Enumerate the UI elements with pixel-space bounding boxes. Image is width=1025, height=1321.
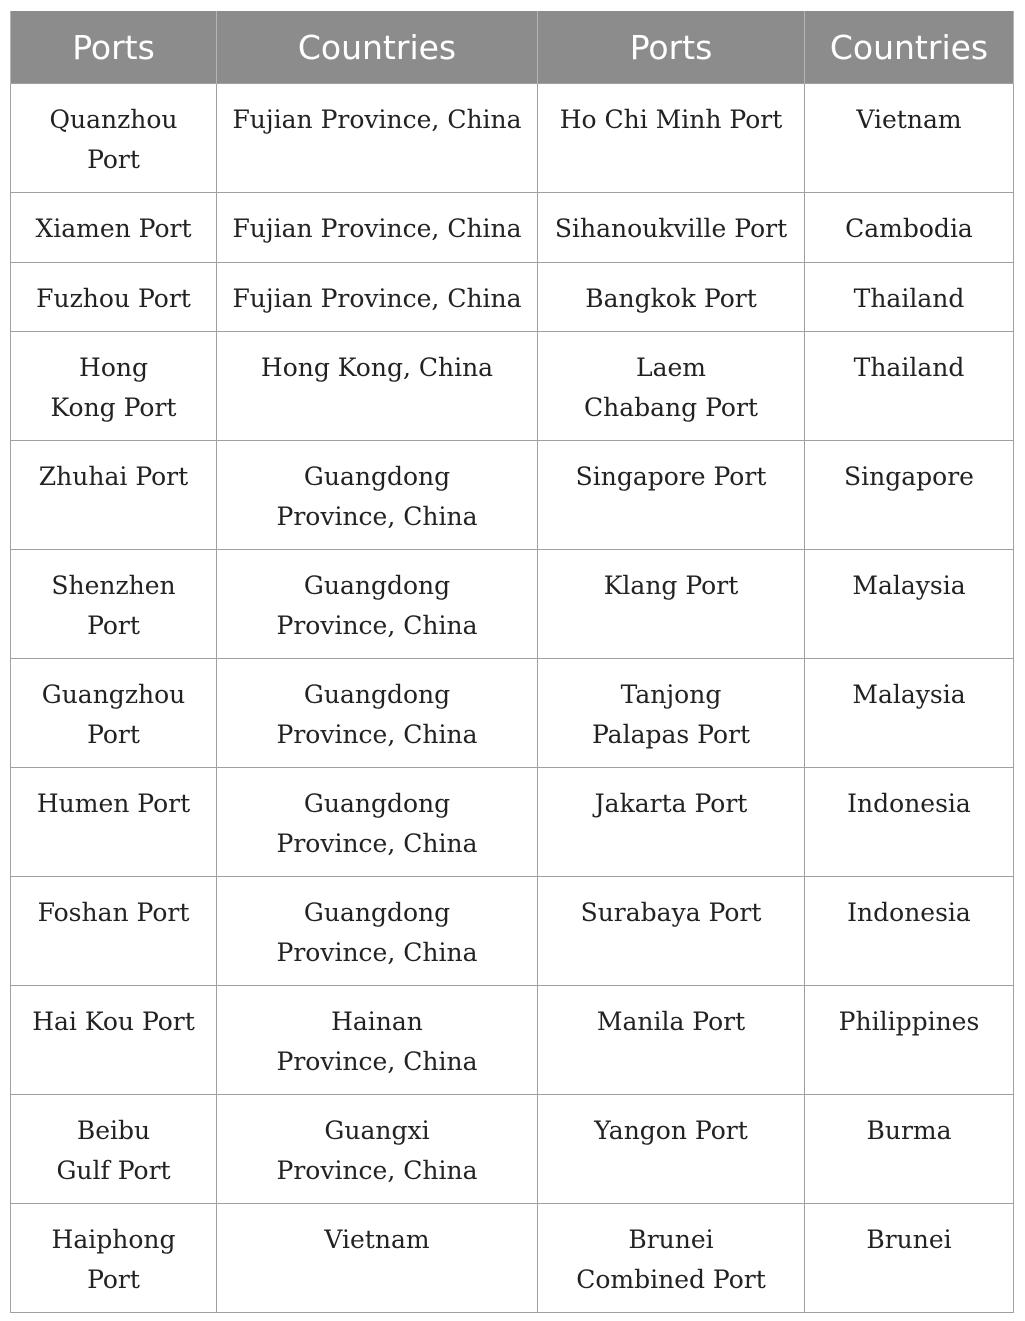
cell-port — [538, 193, 805, 263]
cell-country — [217, 1095, 538, 1204]
cell-text-line: Guangzhou — [41, 680, 186, 709]
cell-text-line: Brunei — [628, 1225, 714, 1254]
cell-country — [217, 877, 538, 986]
cell-text-line: Hong — [79, 353, 148, 382]
cell-country — [805, 659, 1014, 768]
cell-country — [805, 768, 1014, 877]
cell-port — [11, 550, 217, 659]
cell-port — [11, 441, 217, 550]
cell-text-line: Fujian Province, China — [232, 105, 522, 134]
cell-text-line: Sihanoukville Port — [554, 214, 788, 243]
cell-text-line: Singapore — [844, 462, 974, 491]
cell-country — [805, 1095, 1014, 1204]
cell-port — [11, 262, 217, 332]
cell-country — [217, 659, 538, 768]
cell-text-line: Hong Kong, China — [260, 353, 494, 382]
cell-country — [217, 768, 538, 877]
table-row — [11, 332, 1014, 441]
cell-text-line: Laem — [635, 353, 706, 382]
cell-port — [11, 1204, 217, 1313]
cell-port — [11, 986, 217, 1095]
cell-port — [538, 550, 805, 659]
cell-text-line: Yangon Port — [594, 1116, 748, 1145]
cell-port — [538, 877, 805, 986]
cell-text-line: Port — [87, 1264, 140, 1294]
cell-country — [217, 332, 538, 441]
table-row — [11, 768, 1014, 877]
cell-country — [217, 1204, 538, 1313]
cell-port — [538, 332, 805, 441]
cell-text-line: Foshan Port — [37, 898, 190, 927]
cell-port — [11, 877, 217, 986]
cell-text-line: Quanzhou — [49, 105, 178, 134]
cell-text-line: Kong Port — [50, 392, 177, 422]
cell-text-line: Port — [87, 719, 140, 749]
cell-port — [538, 262, 805, 332]
cell-text-line: Cambodia — [845, 214, 973, 243]
cell-text-line: Humen Port — [36, 789, 191, 818]
header-row — [11, 11, 1014, 84]
header-countries: Countries — [217, 11, 538, 84]
cell-port — [538, 441, 805, 550]
cell-country — [217, 441, 538, 550]
cell-country — [805, 550, 1014, 659]
cell-text-line: Thailand — [853, 283, 965, 313]
header-ports: Ports — [11, 11, 217, 84]
cell-text-line: Malaysia — [852, 571, 966, 600]
cell-country — [805, 262, 1014, 332]
cell-country — [805, 877, 1014, 986]
cell-text-line: Chabang Port — [584, 392, 758, 422]
cell-text-line: Ho Chi Minh Port — [559, 105, 783, 134]
table-row — [11, 262, 1014, 332]
cell-text-line: Haiphong — [51, 1225, 176, 1254]
cell-country — [217, 262, 538, 332]
cell-text-line: Province, China — [276, 501, 478, 531]
cell-text-line: Burma — [866, 1116, 952, 1145]
cell-country — [805, 1204, 1014, 1313]
cell-country — [217, 193, 538, 263]
cell-text-line: Surabaya Port — [580, 898, 762, 927]
cell-port — [538, 1095, 805, 1204]
cell-text-line: Guangdong — [303, 462, 451, 491]
cell-text-line: Province, China — [276, 1155, 478, 1185]
header-countries-2: Countries — [805, 11, 1014, 84]
cell-country — [805, 986, 1014, 1095]
cell-country — [805, 441, 1014, 550]
cell-text-line: Province, China — [276, 828, 478, 858]
cell-country — [805, 193, 1014, 263]
cell-text-line: Klang Port — [603, 571, 739, 600]
cell-port — [11, 84, 217, 193]
cell-port — [538, 768, 805, 877]
cell-port — [11, 768, 217, 877]
cell-port — [11, 659, 217, 768]
cell-port — [11, 332, 217, 441]
cell-text-line: Jakarta Port — [594, 789, 748, 818]
table-row — [11, 550, 1014, 659]
cell-text-line: Port — [87, 144, 140, 174]
cell-text-line: Indonesia — [847, 898, 971, 927]
table-row — [11, 986, 1014, 1095]
cell-text-line: Hai Kou Port — [32, 1007, 195, 1036]
cell-text-line: Palapas Port — [591, 719, 751, 749]
cell-text-line: Guangdong — [303, 571, 451, 600]
cell-country — [805, 84, 1014, 193]
cell-text-line: Indonesia — [847, 789, 971, 818]
header-ports-2: Ports — [538, 11, 805, 84]
cell-text-line: Brunei — [866, 1225, 952, 1254]
cell-text-line: Province, China — [276, 1046, 478, 1076]
cell-text-line: Bangkok Port — [585, 283, 757, 313]
cell-text-line: Guangdong — [303, 898, 451, 927]
table-header — [11, 11, 1014, 84]
cell-port — [538, 1204, 805, 1313]
table-row — [11, 659, 1014, 768]
cell-text-line: Beibu — [76, 1116, 151, 1145]
cell-text-line: Province, China — [276, 937, 478, 967]
cell-text-line: Zhuhai Port — [38, 462, 189, 491]
cell-text-line: Guangdong — [303, 680, 451, 709]
ports-table — [10, 11, 1014, 1313]
cell-text-line: Xiamen Port — [35, 214, 192, 243]
table-row — [11, 441, 1014, 550]
table-body — [11, 84, 1014, 1313]
table-row — [11, 1204, 1014, 1313]
cell-text-line: Guangdong — [303, 789, 451, 818]
table-row — [11, 193, 1014, 263]
cell-text-line: Vietnam — [324, 1225, 430, 1254]
cell-text-line: Guangxi — [324, 1116, 430, 1145]
cell-text-line: Hainan — [331, 1007, 423, 1036]
cell-text-line: Thailand — [853, 353, 965, 382]
cell-text-line: Shenzhen — [51, 571, 176, 600]
cell-port — [538, 659, 805, 768]
table-row — [11, 84, 1014, 193]
cell-text-line: Fuzhou Port — [36, 283, 191, 313]
cell-text-line: Combined Port — [576, 1264, 766, 1294]
cell-country — [805, 332, 1014, 441]
cell-text-line: Port — [87, 610, 140, 640]
cell-text-line: Singapore Port — [575, 462, 767, 491]
cell-text-line: Manila Port — [596, 1007, 746, 1036]
cell-text-line: Province, China — [276, 719, 478, 749]
cell-text-line: Gulf Port — [56, 1155, 171, 1185]
cell-text-line: Fujian Province, China — [232, 283, 522, 313]
table-row — [11, 1095, 1014, 1204]
cell-port — [11, 193, 217, 263]
cell-text-line: Fujian Province, China — [232, 214, 522, 243]
cell-port — [538, 84, 805, 193]
cell-text-line: Tanjong — [620, 680, 722, 709]
cell-port — [11, 1095, 217, 1204]
cell-text-line: Vietnam — [856, 105, 962, 134]
cell-country — [217, 550, 538, 659]
cell-text-line: Province, China — [276, 610, 478, 640]
table-row — [11, 877, 1014, 986]
cell-country — [217, 84, 538, 193]
cell-text-line: Philippines — [838, 1007, 980, 1036]
cell-text-line: Malaysia — [852, 680, 966, 709]
cell-country — [217, 986, 538, 1095]
cell-port — [538, 986, 805, 1095]
